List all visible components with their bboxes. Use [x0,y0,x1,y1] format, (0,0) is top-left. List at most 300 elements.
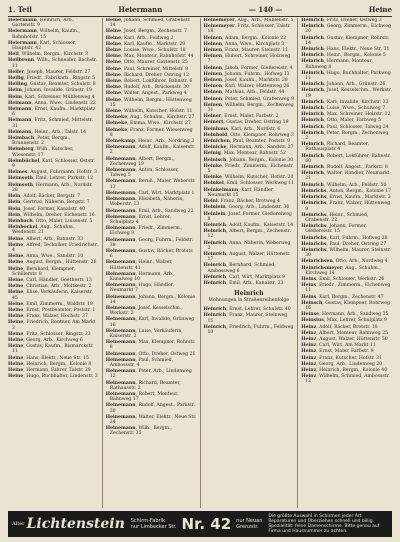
entry-surname: Heinrich [301,112,324,118]
directory-entry: Heinrich, Albert, Bergm., Zechenstr. 12 [203,229,291,240]
entry-surname: Heinrich [301,82,324,88]
entry-surname: Heine [105,91,122,97]
directory-entry: Heine, Ernst, Postbeamter, Poststr. 1 [8,307,96,313]
directory-entry: Heinemann, Friedr., Zimmerm., Eichweg 9 [105,226,183,237]
entry-surname: Heinz [301,349,317,355]
directory-entry: Heinen, Jakob, Former, Gießereistr. 4 [203,65,293,71]
directory-entry: Heine, Christian, Arb., Moltkestr. 2 [8,284,92,290]
entry-surname: Heinemann [105,426,136,432]
directory-entry: Heine, Walter, Angest., Parkweg 4 [105,91,187,97]
page-header [8,3,392,17]
directory-entry: Heine, Carl, Händler, Goethestr. 13 [8,277,92,283]
ad-subtitle [131,518,177,530]
entry-surname: Heinemann [105,328,136,334]
directory-entry: Heinz, August, Walzer, Hüttenstr. 50 [301,336,388,342]
directory-entry: Heineke, Emma, Wwe., Kirchstr. 27 [105,121,191,127]
directory-entry: Heinrichs, Franz, Walzer, Hüttenweg 9 [301,201,391,212]
ad-prefix: Alter [12,521,25,527]
directory-entry: Heiermann, Karl, Schlosser, Hauptstr. 42 [8,40,77,52]
entry-surname: Heinemann [105,403,136,409]
directory-entry: Heine, Emil, Zimmerm., Waldstr. 19 [8,301,93,307]
directory-entry: Heimann, Heinr., Arb., Talstr. 14 [8,129,87,135]
entry-surname: Heinicke [203,145,227,151]
directory-entry: Heinemann, Heinr., Walzer, Hüttenstr. 41 [105,260,173,271]
directory-entry: Heinemann, Elisabeth, Näherin, Weberstr. 13 [105,197,184,208]
directory-column-4 [297,18,392,508]
directory-entry: Heinen, Anna, Wwe., Kirchplatz 3 [203,41,285,47]
entry-surname: Heinrich [301,130,324,136]
directory-entry: Heinemann, Bernh., Maler, Weberstr. 13 [105,179,196,190]
directory-entry: Heine, Josef, Bergm., Zechenstr. 7 [105,29,187,35]
entry-surname: Heinrichs [301,201,327,207]
entry-surname: Heine [8,314,24,320]
directory-entry: Heinemeyer, Aug., Arb., Mühlenstr. 5 [203,18,294,23]
directory-entry: Heinrich, Luise, Wwe., Schulweg 7 [301,106,386,112]
entry-surname: Heimsoth [8,182,33,188]
ad-side-line2: Grenzstr. [236,524,259,530]
entry-surname: Heine [8,260,24,266]
entry-surname: Heinen [203,54,223,60]
entry-surname: Heine [8,374,24,380]
directory-entry: Heins, Friedr., Zimmerm., Eichenweg 11 [301,283,391,294]
directory-entry: Heine, Johann, Schmied, Grabenstr. 14 [105,18,191,29]
directory-entry: Heine, Hugo, Buchhalter, Lindenstr. 3 [8,374,98,380]
entry-surname: Heinemann [105,145,136,151]
directory-entry: Heinrich, Ernst, Lehrer, Schulstr. 40 [203,307,291,313]
entry-surname: Heinrichs [301,212,327,218]
directory-entry: Heinl, Franz, Bäcker, Brotweg 4 [203,199,280,205]
entry-surname: Heinert [203,120,224,126]
directory-entry: Heins, Karl, Bergm., Zechenstr. 47 [301,294,384,300]
entry-surname: Heine [105,97,122,103]
ad-house-number: Nr. 42 [181,515,232,533]
directory-entry: Heiermann, Wilhelm, Kaufm., Bahnhofstr. 15 [8,29,80,40]
entry-surname: Heiermann [8,18,37,23]
entry-surname: Heinrich [301,165,324,171]
entry-surname: Heineke [105,127,128,133]
entry-surname: Heinhold [203,132,228,138]
directory-entry: Heinhold, Otto, Klempner, Rohrweg 3 [203,132,294,138]
directory-entry: Heine, August, Bergm., Hüttenstr. 26 [8,260,97,266]
directory-entry: Heinrich, Georg, Zimmerm., Eichweg 20 [301,24,392,35]
directory-entry: Heine, Wilhelm, Kutscher, Hofstr. 11 [105,109,193,115]
entry-surname: Heine [8,277,24,283]
entry-surname: Heinrich [301,99,324,105]
directory-entry: Heinrich, Carl, Wirt, Marktplatz 9 [203,274,286,280]
directory-entry: Heiner, Ernst, Maler, Farbstr. 2 [203,114,279,120]
entry-surname: Heine [8,355,24,361]
entry-surname: Heinen [203,96,223,102]
entry-surname: Heinemann [105,294,136,300]
directory-entry: Heinrich, Bernhard, Schmied, Ambossweg 6 [203,263,276,274]
entry-surname: Heinl [203,199,218,205]
directory-entry: Heinrich, Gustav, Klempner, Rohrstr. 14 [301,35,390,46]
directory-entry: Heinrich, Josef, Kesselschm., Werkstr. 19 [301,88,392,99]
directory-entry: Heinrichs, Johann, Former, Gießereistr. 15 [301,224,367,235]
entry-surname: Heine [8,242,24,248]
directory-entry: Heinemann, Hermann, Arb., Kanalweg 10 [105,271,175,282]
entry-surname: Heinrich [301,124,324,130]
ad-sub-line1: Schirm-Fabrik [130,518,165,524]
entry-surname: Heine [8,331,24,337]
directory-entry: Heinrichs, Wilhelm, Maurer, Steinstr. 30 [301,247,391,259]
entry-surname: Heinlein [203,205,226,211]
directory-entry: Heinhaus, Karl, Arb., Nordstr. 6 [203,126,281,132]
directory-column-3 [200,18,295,508]
section-subtitle: Wohnungen in Straßenreihenfolge [208,298,289,304]
directory-entry: Heinlein, Josef, Former, Gießereiweg 8 [203,211,292,222]
entry-surname: Heinen [203,90,223,96]
directory-entry: Heinsius, Max, Lehrer, Schulplatz 9 [301,318,387,324]
entry-surname: Heineke [105,115,128,121]
directory-entry: Heinsch, Gustav, Klempner, Rohrweg 16 [301,300,390,311]
entry-surname: Heinemann [105,369,136,375]
entry-surname: Heine [8,320,24,326]
directory-entry: Heinke, Wilhelm, Kutscher, Hofstr. 20 [203,175,294,181]
directory-entry: Heinichen, Paul, Beamter, Poststr. 9 [203,139,290,145]
entry-surname: Heine [8,236,24,242]
directory-entry: Heinrich, Wilhelm, Arb., Feldstr. 50 [301,182,387,188]
entry-surname: Heine [105,72,122,78]
entry-surname: Heiling [8,82,28,88]
directory-entry: Heine, Paul, Schreiner, Mittelstr. 9 [105,66,189,72]
directory-entry: Heinen, Karl, Walzer, Hüttenweg 26 [203,84,290,90]
directory-entry: Heinbockel, Aug., Schuhm., Weidenstr. 21 [8,225,76,236]
directory-entry: Heinrich, Rudolf, Angest., Parkstr. 8 [301,165,388,171]
directory-entry: Heinrich, Friedrich, Fuhrm., Feldweg 10 [203,324,294,335]
entry-surname: Heine [8,301,24,307]
entry-surname: Heim [8,94,22,100]
entry-surname: Heins [301,294,317,300]
directory-entry: Heinemann, Gustav, Bäcker, Brotstr. 6 [105,248,194,260]
directory-entry: Heinicke, Hermann, Arb., Sandstr. 27 [203,145,294,151]
directory-entry: Heinrich, Otto, Maler, Farbweg 5 [301,118,381,124]
entry-surname: Heinen [203,65,223,71]
entry-surname: Heine [8,337,24,343]
directory-entry: Heinen, Mathias, Arb., Feldstr. 44 [203,90,285,96]
directory-entry: Heinemann, Rudolf, Angest., Parkstr. 30 [105,403,195,414]
entry-surname: Heim [8,88,22,94]
directory-entry: Heinemann, Paul, Schmied, Ambossstr. 4 [105,357,174,368]
directory-entry: Heinrichs, Heinr., Schmied, Grabenstr. 22 [301,212,369,223]
directory-entry: Hein, Josef, Former, Kanalstr. 40 [8,206,85,212]
directory-entry: Heinemann, Hugo, Händler, Neumarkt 7 [105,283,175,294]
entry-surname: Heinekamp [105,139,136,145]
directory-entry: Hein, Gertrud, Näherin, Bergstr. 7 [8,200,90,206]
entry-surname: Heine [105,18,122,23]
entry-surname: Heimann [8,100,32,106]
ad-side-text [236,518,262,530]
entry-surname: Heinrich [301,106,324,112]
directory-entry: Heinrichsen, Otto, Arb., Nordweg 4 [301,259,388,265]
directory-entry: Heinrich, Max, Schreiner, Holzstr. 12 [301,112,391,118]
directory-entry: Heinemann, Peter, Arb., Lindenweg 12 [105,369,192,380]
entry-surname: Heimbach [8,136,35,142]
directory-entry: Heinrich, August, Walzer, Hüttenstr. 17 [203,251,291,263]
directory-entry: Heinbach, Otto, Maler, Luisenstr. 5 [8,218,93,224]
directory-entry: Heine, Rudolf, Arb., Brückenstr. 30 [105,85,190,91]
entry-surname: Heinemann [105,380,136,386]
directory-entry: Heine, Heinrich, Bergm., Kolonie 8 [8,361,92,367]
directory-entry: Heine, Hans, Elektr., Neue Str. 15 [8,355,89,361]
directory-entry: Heimes, August, Fuhrmann, Hofstr. 3 [8,170,98,176]
directory-entry: Heinemann, Anton, Schlosser, Talweg 5 [105,168,179,179]
directory-entry: Heinemann, Otto, Dreher, Ostweg 21 [105,351,196,357]
directory-entry: Heinemann, Georg, Fuhrm., Feldstr. 38 [105,237,194,248]
entry-surname: Heinrich [301,18,324,23]
entry-surname: Heine [105,109,122,115]
directory-entry: Heinrichs, Karl, Fuhrm., Hofweg 28 [301,235,388,241]
entry-surname: Heinemann [105,414,136,420]
directory-entry: Heimsoth, Hermann, Arb., Nordstr. 28 [8,182,93,193]
entry-surname: Heimberg [8,147,34,153]
directory-entry: Heinemann, Adolf, Kaufm., Kaiserstr. 2 [105,145,196,156]
ad-brand-name: Lichtenstein [26,516,125,532]
directory-entry: Heim, Johann, Invalide, Grünstr. 19 [8,88,93,94]
directory-entry: Heinz, Adolf, Bäcker, Brotstr. 18 [301,324,378,330]
entry-surname: Heinhaus [203,126,229,132]
entry-surname: Heil [8,52,19,58]
directory-entry: Heinen, Hubert, Schreiner, Holzweg 7 [203,54,291,65]
entry-surname: Heimann [8,118,32,124]
directory-entry: Heimbach, Peter, Bergm., Brunnenstr. 2 [8,136,71,147]
directory-entry: Heinrich, Robert, Lokführer, Bahnstr. 60 [301,153,391,164]
directory-entry: Heine, Anna, Wwe., Sandstr. 10 [8,254,84,260]
directory-entry: Heinz, Carl, Wirt, Am Markt 11 [301,343,376,349]
entry-surname: Heinrichs [301,235,327,241]
directory-entry: Heinse, Hermann, Arb., Sandweg 35 [301,312,389,318]
section-title: Heinrich [234,290,264,298]
directory-entry: Heiling, Gustav, Beamter, Schulstr. 8 [8,82,96,88]
entry-surname: Heinrich [203,251,227,257]
entry-surname: Hein [8,212,21,218]
entry-surname: Heinemann [105,283,136,289]
advertisement-banner [8,511,392,537]
entry-surname: Heinke [203,175,222,181]
entry-surname: Heinemann [105,214,136,220]
directory-entry: Heinemann, Walter, Elektr., Neue Str. 24 [105,414,197,426]
entry-surname: Heinrich [301,153,324,159]
directory-entry: Heinrichsmeyer, Aug., Schuhm., Kirchweg 14 [301,265,381,276]
directory-entry: Heinrichs, Paul, Dreher, Ostring 27 [301,241,387,247]
directory-entry: Heine, Gustav, Kaufm., Bismarckstr. 11 [8,344,94,355]
directory-entry: Heinemann, Richard, Beamter, Rathausstr. 2 [105,380,181,391]
directory-entry: Heiler, Joseph, Maurer, Feldstr. 27 [8,69,91,75]
entry-surname: Heinen [203,71,223,77]
entry-surname: Heimes [8,170,28,176]
entry-surname: Heinemann [105,357,136,363]
entry-surname: Heineke [105,121,128,127]
directory-entry: Heim, Karl, Schreiner, Mühlenweg 4 [8,94,95,100]
entry-surname: Heinrich [203,280,227,286]
entry-surname: Heinrich [203,274,227,280]
directory-entry: Heinrich, Hugo, Buchhalter, Parkweg 11 [301,70,391,82]
directory-entry: Heinemann, Robert, Monteur, Bahnweg 17 [105,392,179,403]
directory-entry: Heine, Louise, Wwe., Schulstr. 18 [105,48,186,54]
entry-surname: Heinlein [203,211,226,217]
entry-surname: Heine [105,35,122,41]
entry-surname: Heine [105,48,122,54]
entry-surname: Heinemann [105,168,136,174]
entry-surname: Heinrich [301,142,324,148]
entry-surname: Heinrich [203,229,227,235]
directory-entry: Heinemann, Emil, Arb., Sandweg 22 [105,208,194,214]
directory-entry: Heilbronn, Wilh., Schneider, Bachstr. 11 [8,58,98,69]
directory-entry: Heinz, Wilhelm, Schmied, Ambossstr. 12 [301,374,390,385]
entry-surname: Heinrichs [301,188,327,194]
directory-entry: Heinen, Peter, Schmied, Grabenweg 9 [203,96,295,102]
entry-surname: Heinsius [301,318,324,324]
directory-entry: Heine, Fritz, Schlosser, Ringstr. 23 [8,331,91,337]
directory-entry: Heinrich, Anna, Näherin, Weberweg 2 [203,240,291,251]
entry-surname: Heinrich [203,240,227,246]
entry-surname: Heinen [203,48,223,54]
entry-surname: Heinrich [301,35,324,41]
directory-entry: Heinisch, Johann, Bergm., Kolonie 30 [203,157,294,163]
ad-note: Die größte Auswahl in Schirmen jeder Art Reparaturen und Überziehen schnell und billig. Spezialität: feine Damenschirme. Bitte genau auf Firma und Hausnummer zu achten. [268,513,380,535]
entry-surname: Heinemann [105,305,136,311]
entry-surname: Heinen [203,84,223,90]
directory-columns [8,18,392,508]
entry-surname: Heilbronn [8,58,35,64]
directory-entry: Heinrich, Adolf, Kaufm., Kaiserstr. 14 [203,222,294,228]
directory-entry: Heinkel, Emil, Schlosser, Werkweg 11 [203,181,295,187]
entry-surname: Heinrich [301,118,324,124]
directory-entry: Heinemeyer, Fritz, Schlosser, Talstr. 18 [203,24,291,35]
directory-column-1 [8,18,99,508]
directory-entry: Heinert, Gustav, Dreher, Ostring 19 [203,120,289,126]
entry-surname: Heinrich [301,70,324,76]
entry-surname: Heine [105,79,122,85]
directory-entry: Heinrich, Paul, Schlosser, Talweg 24 [301,124,389,130]
directory-entry: Heins, Emil, Schlosser, Werkstr. 26 [301,276,385,282]
directory-entry: Heinemann, Wilh., Bergm., Zechenstr. 35 [105,426,172,437]
directory-entry: Hein, Wilhelm, Dreher, Eichenstr. 16 [8,212,95,218]
entry-surname: Heine [105,29,122,35]
entry-surname: Heinen [203,78,223,84]
directory-entry: Heinz, Ernst, Maler, Farbstr. 9 [301,349,374,355]
header-running-name-left: Heiermann [118,4,163,14]
entry-surname: Heine [8,284,24,290]
entry-surname: Heinemann [105,179,136,185]
entry-surname: Heinz [301,361,317,367]
directory-entry: Heinemann, Max, Klempner, Rohrstr. 8 [105,340,196,351]
entry-surname: Heins [301,276,317,282]
entry-surname: Heinz [301,336,317,342]
entry-surname: Heinkelmann [203,187,239,193]
entry-surname: Heiler [8,69,25,75]
directory-entry: Heimberg, Wilh., Kutscher, Wiesenstr. 17 [8,147,74,158]
directory-entry: Heinemann, Johann, Bergm., Kolonie 14 [105,294,196,305]
entry-surname: Heine [8,344,24,350]
directory-entry: Heine, Robert, Lokführer, Bahnstr. 6 [105,79,193,85]
entry-surname: Heinisch [203,157,227,163]
directory-entry: Heinrich, Hans, Elektr., Neue Str. 31 [301,47,390,53]
entry-surname: Heiner [203,114,222,120]
entry-surname: Heinz [301,367,317,373]
entry-surname: Hein [8,206,21,212]
directory-entry: Heinrich, Franz, Maurer, Steinweg 15 [203,313,288,324]
directory-entry: Heine, Georg, Arb., Kirchweg 6 [8,337,83,343]
directory-entry: Heimbüchel, Karl, Schlosser, Oststr. 9 [8,158,96,170]
entry-surname: Heine [105,41,122,47]
directory-entry: Heinrich, Hermann, Monteur, Bahnweg 8 [301,59,373,70]
entry-surname: Heinz [301,355,317,361]
entry-surname: Heinemann [105,156,136,162]
entry-surname: Heinemann [105,351,136,357]
directory-entry: Heinen, Franz, Maurer, Steinstr. 11 [203,48,289,54]
entry-surname: Heinbockel [8,225,38,231]
directory-entry: Heine, Elise, Verkäuferin, Kaiserstr. 45 [8,290,94,301]
directory-entry: Heimann, Ernst, Kaufm., Marktplatz 6 [8,107,96,118]
directory-entry: Heine, Hermann, Fahrer, Talstr. 29 [8,367,91,373]
entry-surname: Heinen [203,41,223,47]
directory-entry: Heinlein, Georg, Arb., Lindenstr. 36 [203,205,290,211]
entry-surname: Heine [8,361,24,367]
directory-entry: Heil, Wilhelm, Bergm., Kirchstr. 3 [8,52,89,58]
directory-entry: Heinrichs, Ernst, Kaufm., Marktstr. 3 [301,195,391,201]
directory-entry: Heinen, Josef, Kaufm., Marktstr. 28 [203,78,288,84]
directory-entry: Heinrich, Heinr., Bergm., Kolonie 5 [301,53,386,59]
entry-surname: Heinen [203,102,223,108]
entry-surname: Heimann [8,129,32,135]
entry-surname: Heimbüchel [8,158,40,164]
directory-entry: Heinz, Albert, Monteur, Bahnweg 25 [301,330,389,336]
entry-surname: Heinemann [105,392,136,397]
directory-entry: Heine, Albert, Arb., Bahnstr. 33 [8,236,84,242]
directory-entry: Heineke, Aug., Schuhm., Kirchstr. 27 [105,115,195,121]
directory-entry: Heinrich, Fritz, Dreher, Ostweg 3 [301,18,382,23]
ad-sub-line2: nur Limbecker Str. [130,524,177,530]
entry-surname: Heinrich [301,59,324,65]
entry-surname: Heimann [8,107,32,113]
directory-entry: Heinemann, Ernst, Lehrer, Schulplatz 4 [105,214,171,225]
entry-surname: Heinrich [203,263,227,269]
entry-surname: Heine [105,60,122,66]
entry-surname: Heinrich [301,24,324,30]
entry-surname: Heinse [301,312,320,318]
directory-entry: Heine, Richard, Dreher, Ostring 12 [105,72,189,78]
entry-surname: Heinemann [105,340,136,346]
directory-entry: Heine, Karl, Kaufm., Marktstr. 20 [105,41,186,47]
directory-entry: Heinen, Adam, Bergm., Kolonie 22 [203,35,287,41]
entry-surname: Heine [105,85,122,91]
entry-surname: Heilig [8,76,24,82]
entry-surname: Heinrichs [301,224,327,230]
directory-entry: Heine, Wilhelm, Bergm., Hüttenweg 15 [105,97,192,108]
directory-entry: Heine, Friedrich, Rentner, Am Markt 3 [8,320,96,331]
directory-entry: Heimann, Fritz, Schmied, Mittelstr. 31 [8,118,93,129]
directory-entry: Heinrich, Peter, Bergm., Zechenweg 2 [301,130,389,142]
entry-surname: Heinrich [203,307,227,313]
entry-surname: Heinemann [105,197,136,203]
entry-surname: Heinemann [105,208,136,214]
entry-surname: Heinemann [105,317,136,323]
entry-surname: Heinen [203,35,223,41]
directory-entry: Heinke, Friedr., Zimmerm., Eichenstr. 5 [203,163,294,175]
directory-entry: Heinrich, Richard, Beamter, Rathausplatz 4 [301,142,369,153]
entry-surname: Heinrich [301,88,324,94]
ad-side-line1: nur Neuan [236,518,263,524]
directory-entry: Heinemann, Karl, Invalide, Grünweg 16 [105,317,195,328]
directory-entry: Heiermann, Heinrich, Arb., Gartenstr. 9 [8,18,75,29]
entry-surname: Heinrich [203,222,227,228]
directory-entry: Heinrich, Karl, Invalide, Kirchstr. 33 [301,99,389,105]
entry-surname: Heinichen [203,139,230,145]
entry-surname: Heins [301,283,317,289]
entry-surname: Heinemann [105,226,136,232]
entry-surname: Heinsch [301,300,323,306]
